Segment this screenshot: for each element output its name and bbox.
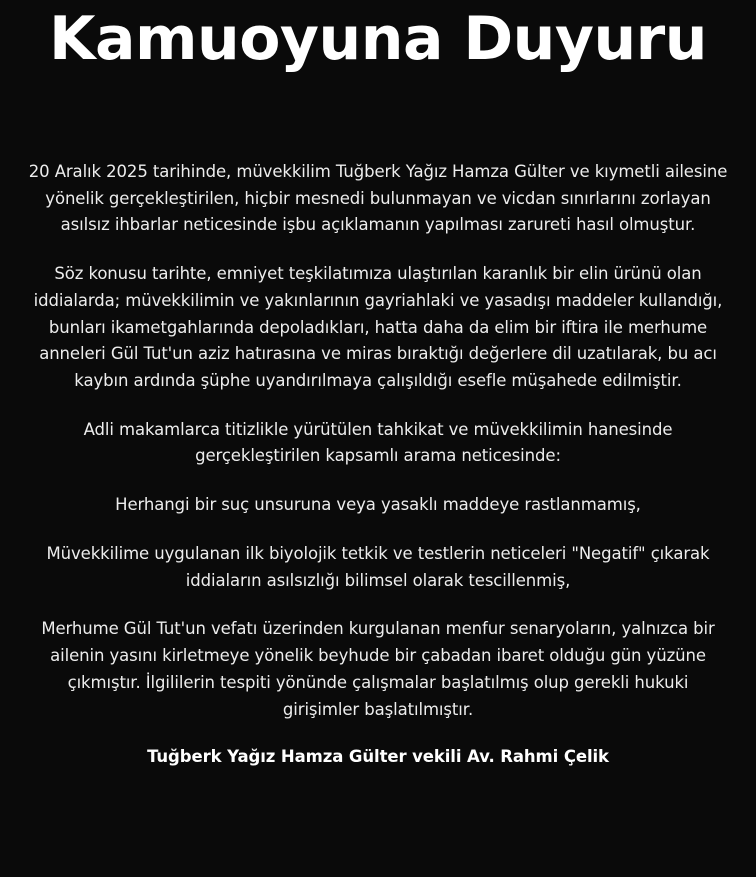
finding-1: Herhangi bir suç unsuruna veya yasaklı maddeye rastlanmamış, (115, 495, 641, 515)
page-title: Kamuoyuna Duyuru (48, 4, 707, 74)
paragraph-3: Adli makamlarca titizlikle yürütülen tahkikat ve müvekkilimin hanesinde gerçekleştirilen kapsamlı arama neticesinde: (83, 419, 673, 466)
finding-2: Müvekkilime uygulanan ilk biyolojik tetkik ve testlerin neticeleri "Negatif" çıkarak iddiaların asılsızlığı bilimsel olarak tescillenmiş, (46, 543, 710, 590)
paragraph-1: 20 Aralık 2025 tarihinde, müvekkilim Tuğberk Yağız Hamza Gülter ve kıymetli ailesine yönelik gerçekleştirilen, hiçbir mesnedi bulunmayan ve vicdan sınırlarını zorlayan asılsız ihbarlar neticesinde işbu açıklamanın yapılması zarureti hasıl olmuştur. (28, 162, 728, 235)
signature-line: Tuğberk Yağız Hamza Gülter vekili Av. Rahmi Çelik (147, 747, 609, 767)
announcement-body (16, 159, 740, 770)
paragraph-closing: Merhume Gül Tut'un vefatı üzerinden kurgulanan menfur senaryoların, yalnızca bir ailenin yasını kirletmeye yönelik beyhude bir çabadan ibaret olduğu gün yüzüne çıkmıştır. İlgililerin tespiti yönünde çalışmalar başlatılmış olup gerekli hukuki girişimler başlatılmıştır. (41, 619, 715, 719)
paragraph-2: Söz konusu tarihte, emniyet teşkilatımıza ulaştırılan karanlık bir elin ürünü olan iddialarda; müvekkilimin ve yakınlarının gayriahlaki ve yasadışı maddeler kullandığı, bunları ikametgahlarında depoladıkları, hatta daha da elim bir iftira ile merhume anneleri Gül Tut'un aziz hatırasına ve miras bıraktığı değerlere dil uzatılarak, bu acı kaybın ardında şüphe uyandırılmaya çalışıldığı esefle müşahede edilmiştir. (33, 264, 723, 391)
